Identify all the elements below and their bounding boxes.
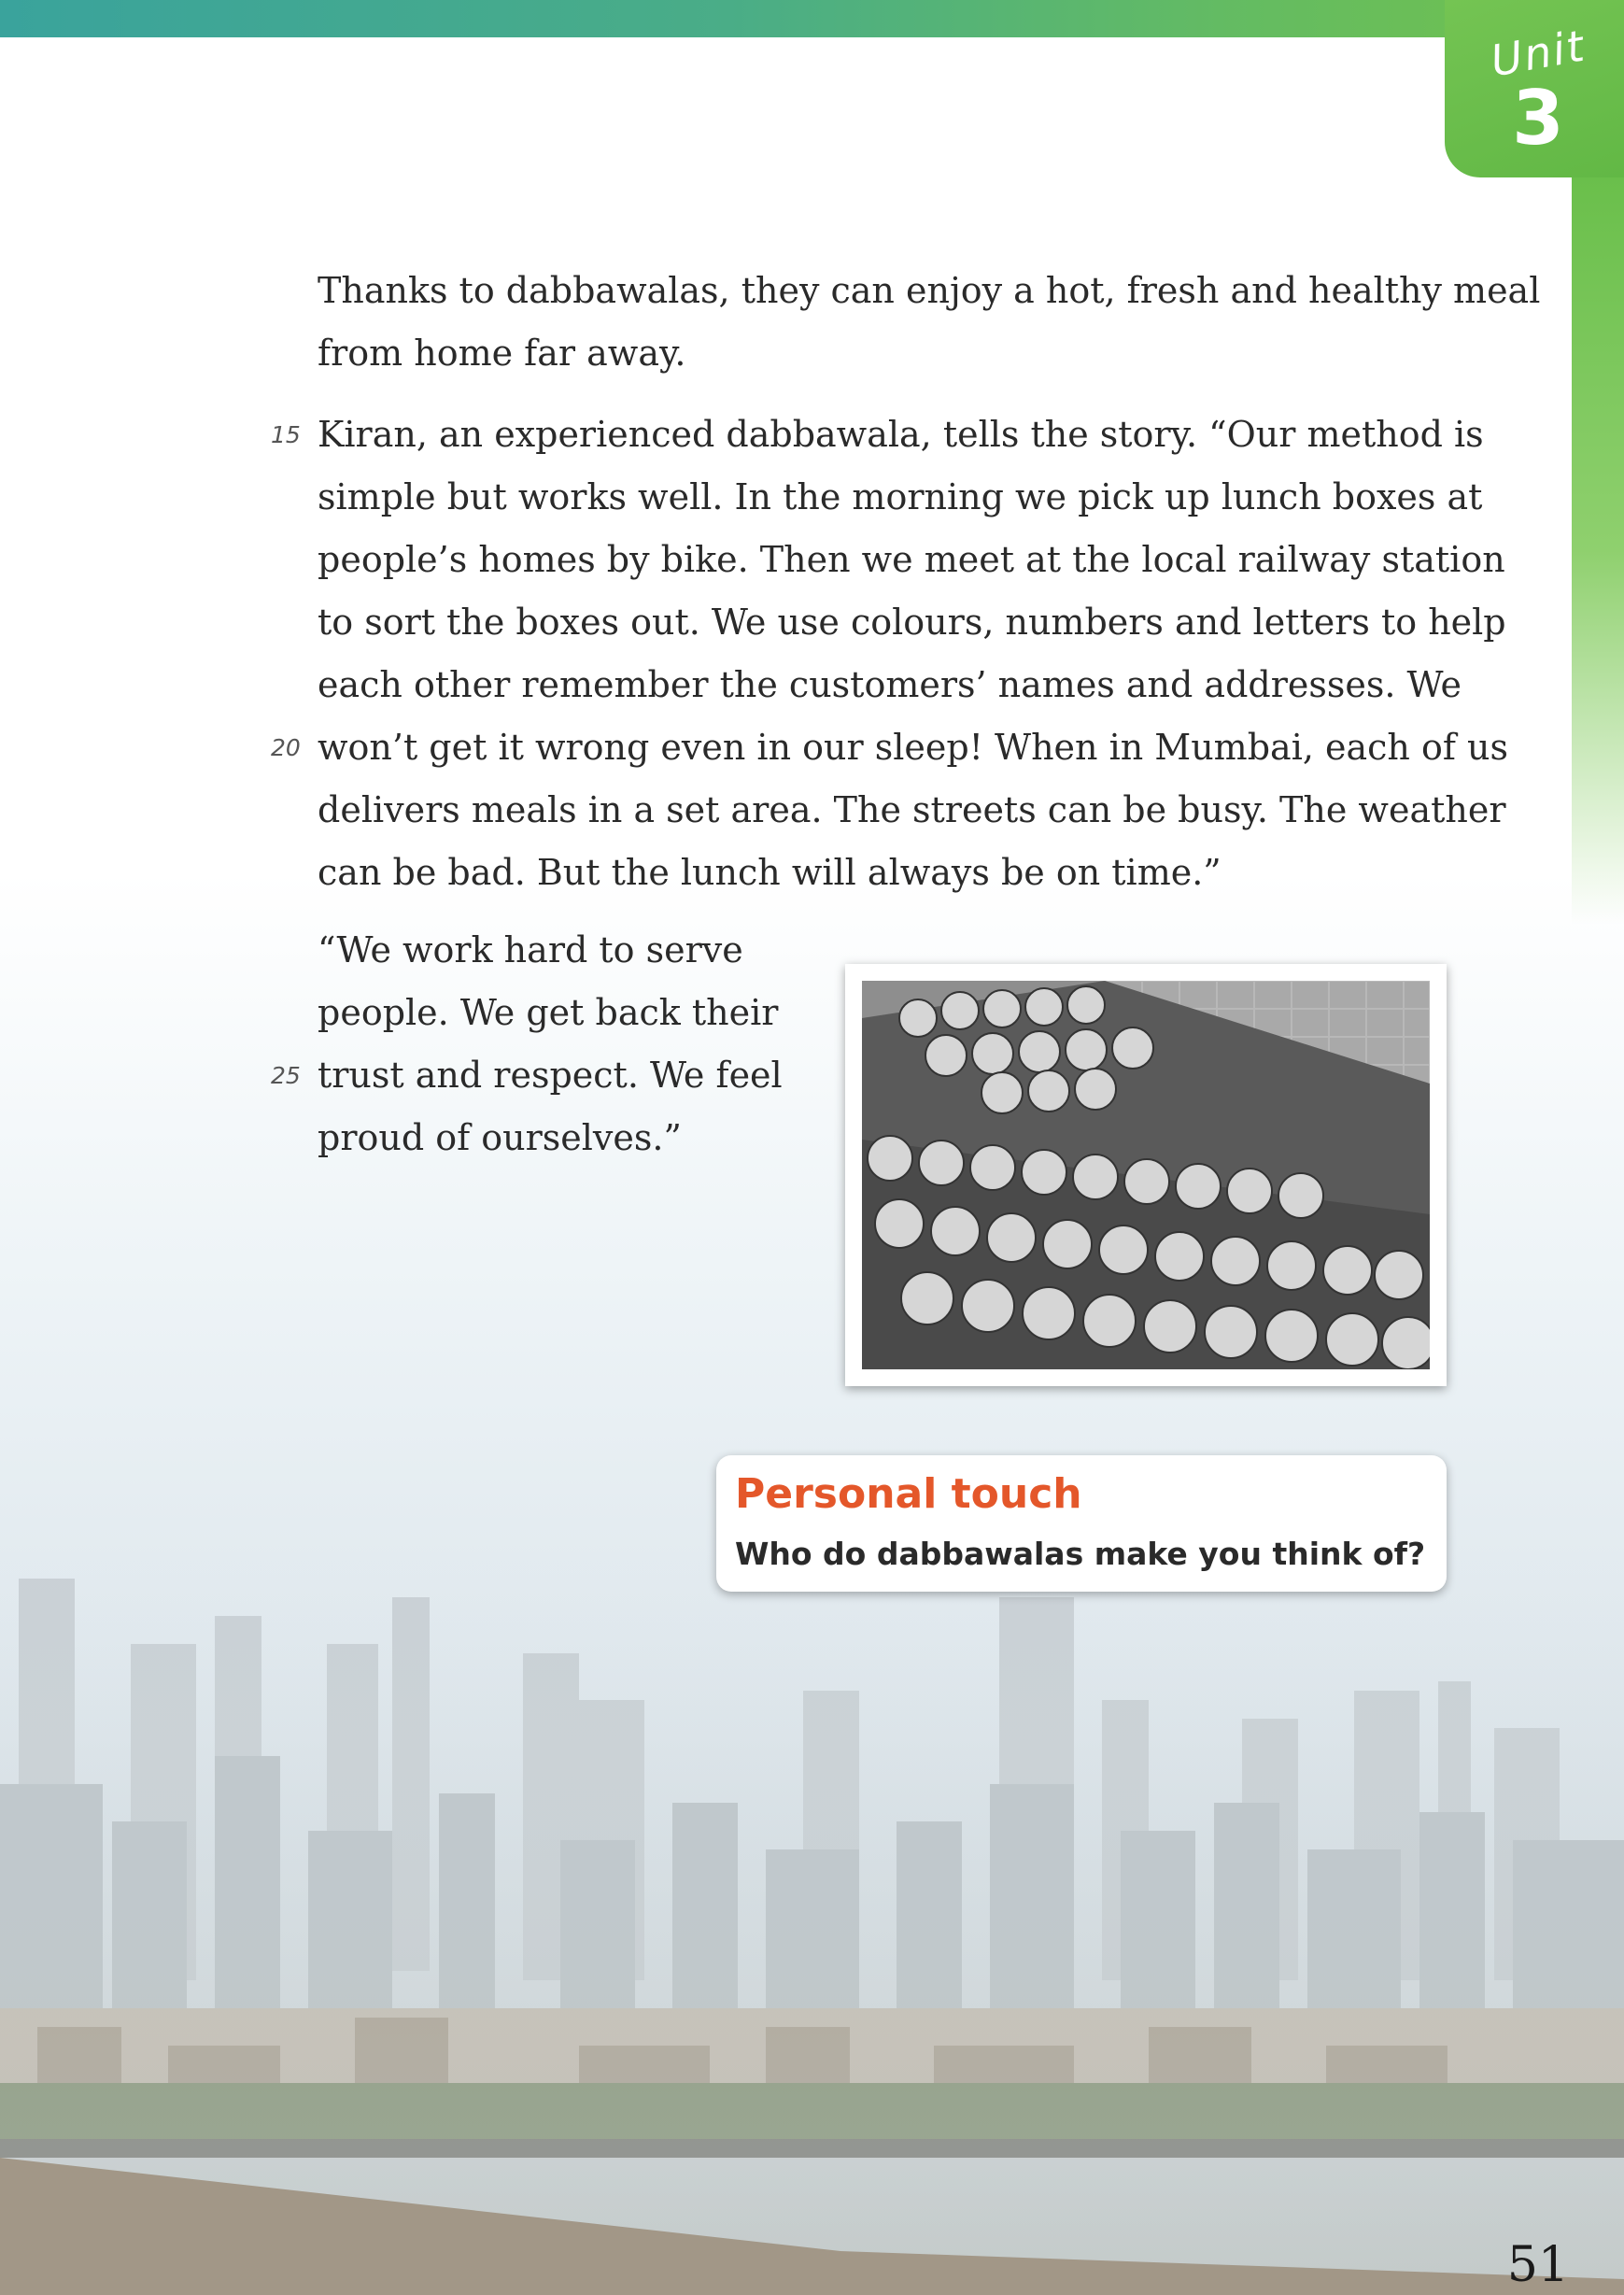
callout-question: Who do dabbawalas make you think of? — [735, 1536, 1426, 1572]
unit-tab — [1445, 0, 1624, 177]
text-line: people’s homes by bike. Then we meet at the local railway station — [318, 539, 1505, 580]
text-line: 25 trust and respect. We feel — [318, 1044, 783, 1107]
text-line: 15 Kiran, an experienced dabbawala, tells the story. “Our method is — [318, 404, 1508, 466]
text-line: each other remember the customers’ names and addresses. We — [318, 664, 1462, 705]
side-color-strip — [1572, 177, 1624, 925]
line-number: 15 — [271, 421, 301, 448]
paragraph-2 — [271, 404, 1508, 904]
text-line: proud of ourselves.” — [318, 1117, 682, 1158]
text-line: delivers meals in a set area. The streets can be busy. The weather — [318, 789, 1506, 830]
text-line: 20 won’t get it wrong even in our sleep! When in Mumbai, each of us — [318, 716, 1508, 779]
line-number: 25 — [271, 1062, 301, 1089]
top-color-bar — [0, 0, 1624, 37]
text-line: Thanks to dabbawalas, they can enjoy a hot, fresh and healthy meal — [318, 270, 1541, 311]
paragraph-3 — [271, 919, 783, 1169]
text-line: “We work hard to serve — [318, 929, 743, 970]
text-line: people. We get back their — [318, 992, 779, 1033]
callout-title: Personal touch — [735, 1470, 1082, 1518]
unit-label: Unit — [1487, 20, 1589, 87]
paragraph-1 — [318, 260, 1540, 385]
text-line: can be bad. But the lunch will always be on time.” — [318, 852, 1222, 893]
unit-number: 3 — [1512, 75, 1564, 162]
lunch-boxes-photo — [862, 981, 1430, 1369]
text-line: simple but works well. In the morning we pick up lunch boxes at — [318, 476, 1483, 517]
photo-frame — [845, 964, 1447, 1386]
text-line: to sort the boxes out. We use colours, numbers and letters to help — [318, 602, 1506, 643]
city-skyline-image — [0, 1541, 1624, 2295]
personal-touch-box — [716, 1455, 1447, 1592]
line-number: 20 — [271, 734, 301, 761]
text-line: from home far away. — [318, 333, 686, 374]
page-number: 51 — [1506, 2237, 1569, 2293]
